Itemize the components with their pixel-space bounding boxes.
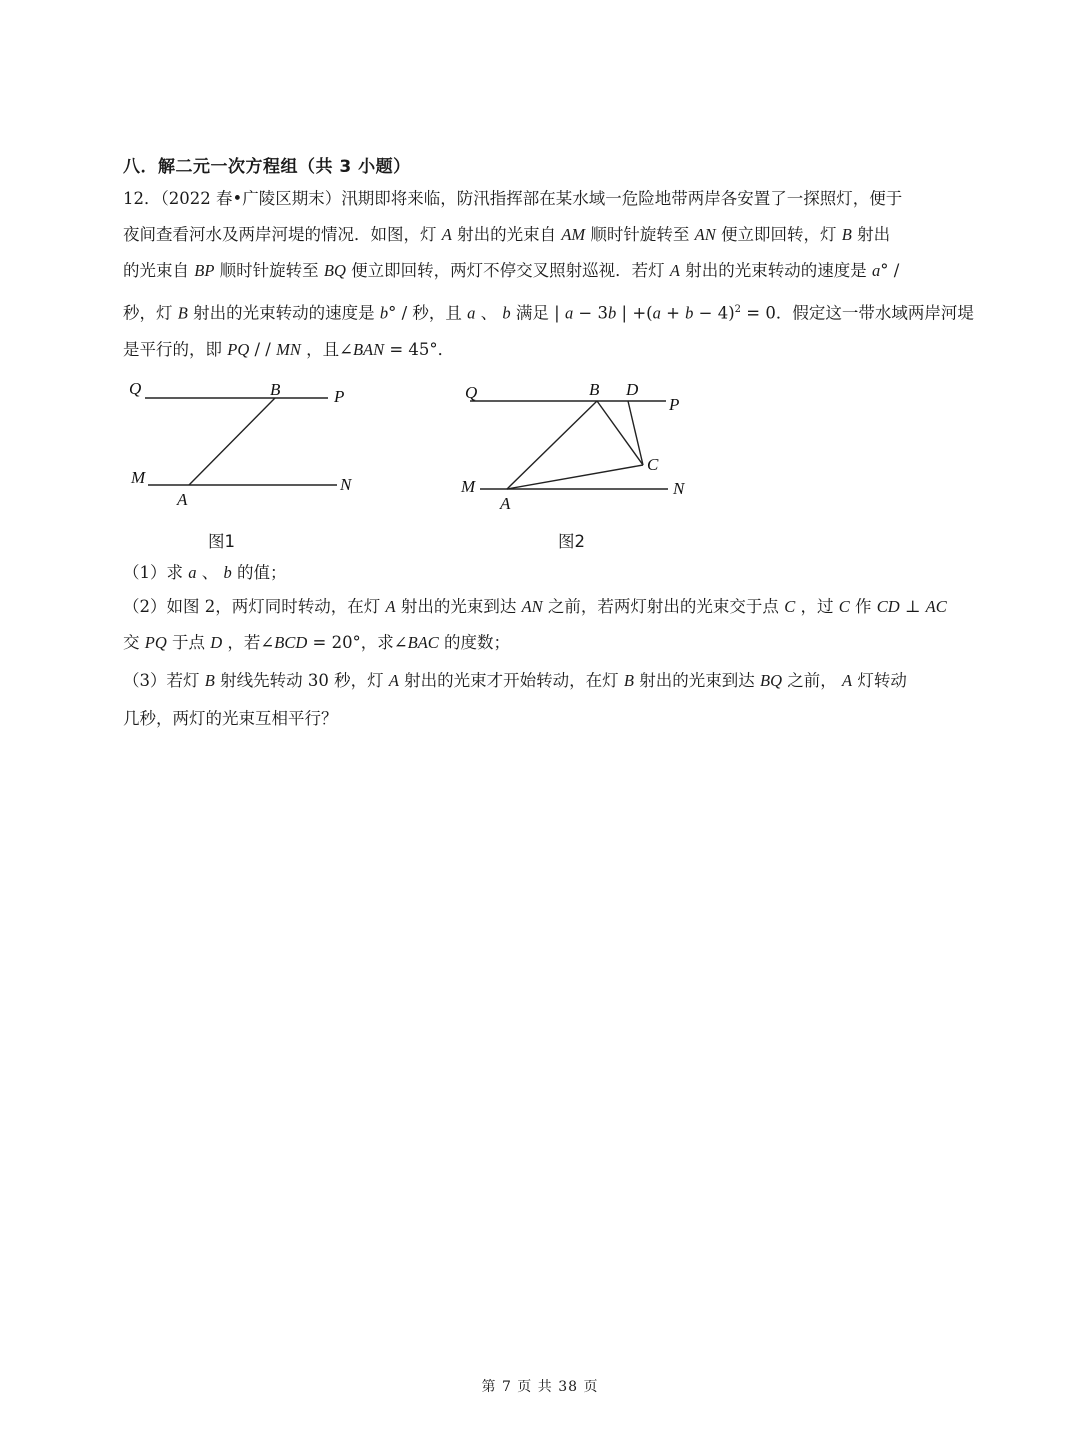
label-b: B [589,380,600,399]
label-b: B [270,380,281,399]
math-exponent: 2 [734,304,742,315]
label-n: N [673,479,685,498]
math-var: B [841,225,852,244]
math-var: b [379,303,389,323]
label-p: P [669,395,680,414]
line-ab [189,398,275,485]
problem-text: 、 [475,303,503,323]
label-q: Q [465,383,478,402]
math-var: a [564,303,574,323]
math-var: AC [925,597,947,616]
question-3-line-1 [123,670,958,692]
problem-text: 秒，灯 [123,303,178,323]
math-var: BCD [274,633,308,652]
label-a: A [500,494,511,513]
problem-text: 便立即回转，两灯不停交叉照射巡视．若灯 [345,261,670,280]
label-d: D [626,380,639,399]
question-text: 的值； [231,563,287,582]
section-title: 八．解二元一次方程组（共 3 小题） [123,157,411,177]
problem-text: 的光束自 [123,261,195,280]
label-n: N [340,475,352,494]
problem-line-5 [123,339,958,361]
question-text: 射出的光束到达 [395,597,522,616]
math-var: AN [694,225,716,244]
label-m: M [461,477,476,496]
problem-text: ° / [880,261,900,280]
question-text: （3）若灯 [123,671,205,690]
question-text: 作 [849,597,877,616]
problem-text: 便立即回转，灯 [715,225,842,244]
question-text: 于点 [166,633,211,652]
problem-text: 顺时针旋转至 [214,261,324,280]
problem-text: 射出 [851,225,891,244]
math-var: D [210,633,223,652]
problem-text: 是平行的，即 [123,340,228,359]
math-var: B [623,671,635,690]
problem-text: 顺时针旋转至 [585,225,695,244]
question-text: 的度数； [438,633,511,652]
math-var: a [467,303,476,323]
question-text: 射出的光束到达 [634,671,761,690]
math-var: PQ [227,340,250,359]
problem-text: | +( [616,303,653,323]
math-var: BP [194,261,215,280]
math-var: A [441,225,452,244]
math-var: AN [521,597,543,616]
question-2-line-2 [123,632,958,654]
math-var: A [385,597,396,616]
math-var: B [204,671,215,690]
problem-line-3 [123,260,958,282]
question-text: ，若∠ [222,633,275,652]
problem-text: 夜间查看河水及两岸河堤的情况．如图，灯 [123,225,442,244]
question-3-line-2 [123,708,958,730]
problem-text: − 3 [573,303,609,323]
label-q: Q [129,379,142,398]
question-text: 之前，若两灯射出的光束交于点 [542,597,785,616]
math-var: CD [876,597,900,616]
question-text: 几秒，两灯的光束互相平行？ [123,709,338,728]
math-var: b [608,303,617,323]
question-text: （2）如图 2，两灯同时转动，在灯 [123,597,386,616]
label-c: C [647,455,659,474]
problem-text: = 0．假定这一带水域两岸河堤 [741,303,974,323]
question-2-line-1 [123,596,958,618]
math-var: BAC [407,633,439,652]
math-var: a [652,303,661,323]
problem-text: ° / 秒，且 [388,303,468,323]
question-text: 之前， [782,671,843,690]
math-var: b [502,303,511,323]
problem-line-4 [123,299,974,325]
label-a: A [177,490,188,509]
problem-text: 12．（2022 春•广陵区期末）汛期即将来临，防汛指挥部在某水域一危险地带两岸各安置了一探照灯，便于 [123,189,903,208]
math-var: b [685,303,694,323]
question-text: 交 [123,633,145,652]
problem-text: = 45°． [384,340,455,359]
problem-text: + [660,303,686,323]
figure-1-caption: 图1 [208,532,235,551]
question-text: ⊥ [899,597,926,616]
problem-line-1 [123,188,958,210]
math-var: B [177,303,188,323]
question-text: = 20°，求∠ [307,633,408,652]
problem-text: / / [249,340,277,359]
math-var: BQ [760,671,783,690]
question-text: 灯转动 [852,671,907,690]
math-var: a [188,563,197,582]
question-text: （1）求 [123,563,189,582]
question-text: 射出的光束才开始转动，在灯 [398,671,624,690]
question-text: 、 [196,563,224,582]
page-number-footer: 第 7 页 共 38 页 [481,1379,599,1395]
math-var: A [842,671,853,690]
math-var: C [784,597,796,616]
math-var: BQ [323,261,346,280]
math-var: b [223,563,232,582]
math-var: A [669,261,681,280]
question-1 [123,562,958,584]
math-var: A [388,671,399,690]
math-var: AM [561,225,586,244]
question-text: 射线先转动 30 秒，灯 [214,671,389,690]
math-var: BAN [352,340,385,359]
figure-2-caption: 图2 [558,532,585,551]
math-var: C [838,597,850,616]
label-m: M [131,468,146,487]
problem-text: 满足 | [510,303,565,323]
problem-text: 射出的光束转动的速度是 [187,303,380,323]
problem-line-2 [123,224,958,246]
problem-text: 射出的光束自 [451,225,562,244]
figure-1-diagram [120,370,370,515]
label-p: P [334,387,345,406]
math-var: PQ [144,633,167,652]
figure-2-diagram [455,370,705,515]
problem-text: − 4) [693,303,735,323]
problem-text: 射出的光束转动的速度是 [680,261,873,280]
math-var: a [872,261,881,280]
question-text: ，过 [795,597,839,616]
math-var: MN [276,340,301,359]
problem-text: ，且∠ [300,340,353,359]
